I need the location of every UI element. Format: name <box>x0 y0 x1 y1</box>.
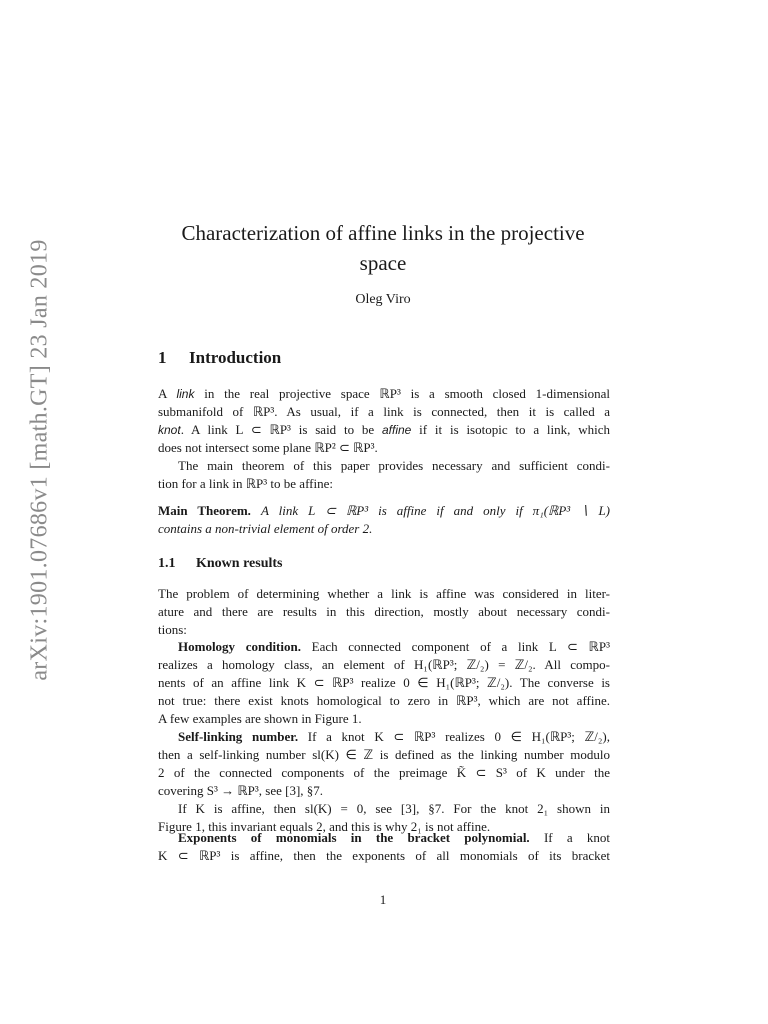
text-line: Exponents of monomials in the bracket polynomial. If a knot <box>178 830 610 845</box>
text-line: then a self-linking number sl(K) ∈ ℤ is defined as the linking number modulo <box>158 747 610 762</box>
text-line: knot. A link L ⊂ ℝP³ is said to be affine if it is isotopic to a link, which <box>158 422 610 437</box>
title-line-1: Characterization of affine links in the projective <box>181 221 585 245</box>
text-line: Main Theorem. A link L ⊂ ℝP³ is affine if and only if π₁(ℝP³ ∖ L) <box>158 503 611 518</box>
text-line: submanifold of ℝP³. As usual, if a link is connected, then it is called a <box>158 404 610 419</box>
intro-paragraph <box>158 385 610 493</box>
term-knot: knot <box>158 423 181 437</box>
text-line: does not intersect some plane ℝP² ⊂ ℝP³. <box>158 440 378 455</box>
text-line: 2 of the connected components of the preimage K̃ ⊂ S³ of K under the <box>158 765 610 780</box>
text-line: not true: there exist knots homological to zero in ℝP³, which are not affine. <box>158 693 610 708</box>
text-line: covering S³ → ℝP³, see [3], §7. <box>158 783 324 798</box>
homology-condition-label: Homology condition. <box>178 639 301 654</box>
text-line: A link in the real projective space ℝP³ is a smooth closed 1-dimensional <box>158 386 610 401</box>
text-line: ature and there are results in this direction, mostly about necessary condi- <box>158 604 610 619</box>
author: Oleg Viro <box>355 292 411 307</box>
text-line: Self-linking number. If a knot K ⊂ ℝP³ realizes 0 ∈ H₁(ℝP³; ℤ/₂), <box>178 729 610 744</box>
text-line: Homology condition. Each connected component of a link L ⊂ ℝP³ <box>178 639 610 654</box>
subsection-number: 1.1 <box>158 556 176 571</box>
text-line: tion for a link in ℝP³ to be affine: <box>158 476 333 491</box>
subsection-heading <box>158 556 282 572</box>
self-linking-paragraph <box>158 728 610 836</box>
homology-condition-paragraph <box>158 638 610 728</box>
section-title: Introduction <box>189 348 282 367</box>
text-line: realizes a homology class, an element of H₁(ℝP³; ℤ/₂) = ℤ/₂. All compo- <box>158 657 610 672</box>
title-line-2: space <box>359 251 407 275</box>
text-line: nents of an affine link K ⊂ ℝP³ realize 0 ∈ H₁(ℝP³; ℤ/₂). The converse is <box>158 675 610 690</box>
self-linking-label: Self-linking number. <box>178 729 299 744</box>
term-affine: affine <box>382 423 412 437</box>
text-line: A few examples are shown in Figure 1. <box>158 711 362 726</box>
subsection-title: Known results <box>196 556 283 571</box>
text-line: contains a non-trivial element of order 2. <box>158 521 373 536</box>
paper-title <box>150 218 616 278</box>
text-line: Figure 1, this invariant equals 2, and this is why 2₁ is not affine. <box>158 819 491 834</box>
section-heading <box>158 348 281 368</box>
known-results-paragraph <box>158 585 610 639</box>
text-line: The problem of determining whether a link is affine was considered in liter- <box>158 586 610 601</box>
main-theorem <box>158 502 610 538</box>
term-link: link <box>176 387 195 401</box>
text-line: K ⊂ ℝP³ is affine, then the exponents of all monomials of its bracket <box>158 848 610 863</box>
page-number: 1 <box>379 892 387 907</box>
text-line: The main theorem of this paper provides necessary and sufficient condi- <box>178 458 610 473</box>
main-theorem-label: Main Theorem. <box>158 503 251 518</box>
exponents-label: Exponents of monomials in the bracket polynomial. <box>178 830 530 845</box>
exponents-paragraph <box>158 829 610 865</box>
text-line: tions: <box>158 622 187 637</box>
text-line: If K is affine, then sl(K) = 0, see [3], §7. For the knot 2₁ shown in <box>178 801 610 816</box>
arxiv-stamp-text: arXiv:1901.07686v1 [math.GT] 23 Jan 2019 <box>26 239 53 681</box>
section-number: 1 <box>158 348 167 367</box>
